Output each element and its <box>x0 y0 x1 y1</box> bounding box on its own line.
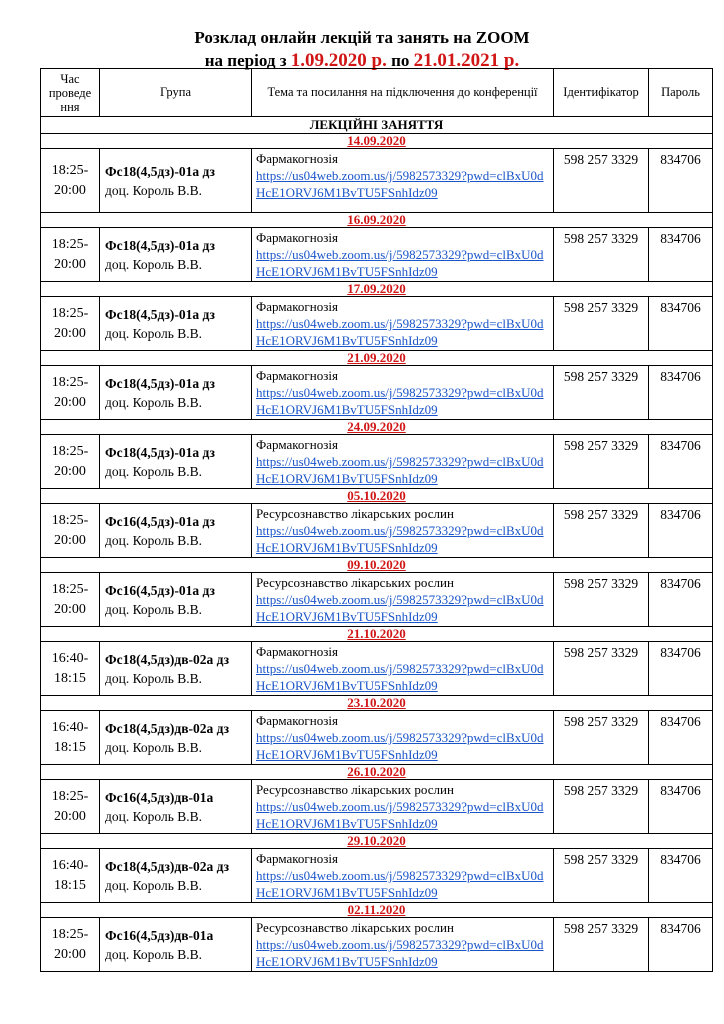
zoom-link[interactable]: https://us04web.zoom.us/j/5982573329?pwd=clBxU0dHcE1ORVJ6M1BvTU5FSnhIdz09 <box>256 868 544 900</box>
period-start-date: 1.09.2020 р. <box>290 50 387 71</box>
time-end: 20:00 <box>54 532 86 548</box>
time-start: 18:25- <box>51 926 89 942</box>
time-cell <box>41 711 100 765</box>
group-code: Фс18(4,5дз)дв-02а дз <box>105 858 230 874</box>
teacher-name: доц. Король В.В. <box>105 394 203 410</box>
password-cell: 834706 <box>649 780 713 834</box>
teacher-name: доц. Король В.В. <box>105 670 203 686</box>
column-header-topic: Тема та посилання на підключення до конференції <box>252 69 554 117</box>
password-cell: 834706 <box>649 366 713 420</box>
time-start: 18:25- <box>51 512 89 528</box>
time-start: 16:40- <box>51 719 89 735</box>
group-cell <box>100 918 252 972</box>
time-start: 18:25- <box>51 374 89 390</box>
password-cell: 834706 <box>649 711 713 765</box>
meeting-id-cell: 598 257 3329 <box>554 849 649 903</box>
column-header-id: Ідентифікатор <box>554 69 649 117</box>
zoom-link[interactable]: https://us04web.zoom.us/j/5982573329?pwd=clBxU0dHcE1ORVJ6M1BvTU5FSnhIdz09 <box>256 454 544 486</box>
topic-cell <box>252 780 554 834</box>
time-end: 18:15 <box>54 877 86 893</box>
time-cell <box>41 573 100 627</box>
password-cell: 834706 <box>649 228 713 282</box>
teacher-name: доц. Король В.В. <box>105 463 203 479</box>
meeting-id-cell: 598 257 3329 <box>554 228 649 282</box>
subject-name: Фармакогнозія <box>256 437 338 452</box>
date-cell: 02.11.2020 <box>41 903 713 918</box>
password-cell: 834706 <box>649 504 713 558</box>
subject-name: Фармакогнозія <box>256 230 338 245</box>
time-cell <box>41 642 100 696</box>
time-cell <box>41 149 100 213</box>
date-cell: 05.10.2020 <box>41 489 713 504</box>
group-cell <box>100 366 252 420</box>
password-cell: 834706 <box>649 573 713 627</box>
date-cell: 26.10.2020 <box>41 765 713 780</box>
teacher-name: доц. Король В.В. <box>105 532 203 548</box>
teacher-name: доц. Король В.В. <box>105 601 203 617</box>
time-cell <box>41 297 100 351</box>
time-end: 18:15 <box>54 739 86 755</box>
group-cell <box>100 573 252 627</box>
group-cell <box>100 780 252 834</box>
time-end: 20:00 <box>54 256 86 272</box>
time-cell <box>41 504 100 558</box>
table-row <box>41 918 713 972</box>
table-row <box>41 573 713 627</box>
time-end: 20:00 <box>54 808 86 824</box>
time-end: 20:00 <box>54 601 86 617</box>
topic-cell <box>252 228 554 282</box>
topic-cell <box>252 504 554 558</box>
table-row <box>41 366 713 420</box>
time-cell <box>41 435 100 489</box>
time-end: 18:15 <box>54 670 86 686</box>
topic-cell <box>252 435 554 489</box>
group-code: Фс18(4,5дз)дв-02а дз <box>105 651 230 667</box>
table-header-row <box>41 69 713 117</box>
date-row <box>41 558 713 573</box>
subject-name: Ресурсознавство лікарських рослин <box>256 782 454 797</box>
subject-name: Фармакогнозія <box>256 151 338 166</box>
time-start: 18:25- <box>51 236 89 252</box>
zoom-link[interactable]: https://us04web.zoom.us/j/5982573329?pwd=clBxU0dHcE1ORVJ6M1BvTU5FSnhIdz09 <box>256 730 544 762</box>
subject-name: Фармакогнозія <box>256 299 338 314</box>
password-cell: 834706 <box>649 435 713 489</box>
date-row <box>41 903 713 918</box>
group-code: Фс16(4,5дз)-01а дз <box>105 513 215 529</box>
table-row <box>41 642 713 696</box>
time-end: 20:00 <box>54 182 86 198</box>
date-cell: 24.09.2020 <box>41 420 713 435</box>
zoom-link[interactable]: https://us04web.zoom.us/j/5982573329?pwd=clBxU0dHcE1ORVJ6M1BvTU5FSnhIdz09 <box>256 592 544 624</box>
teacher-name: доц. Король В.В. <box>105 256 203 272</box>
time-cell <box>41 228 100 282</box>
period-prefix: на період з <box>204 51 291 70</box>
time-end: 20:00 <box>54 463 86 479</box>
meeting-id-cell: 598 257 3329 <box>554 642 649 696</box>
date-row <box>41 489 713 504</box>
password-cell: 834706 <box>649 849 713 903</box>
zoom-link[interactable]: https://us04web.zoom.us/j/5982573329?pwd=clBxU0dHcE1ORVJ6M1BvTU5FSnhIdz09 <box>256 247 544 279</box>
date-row <box>41 765 713 780</box>
topic-cell <box>252 918 554 972</box>
teacher-name: доц. Король В.В. <box>105 808 203 824</box>
group-code: Фс18(4,5дз)-01а дз <box>105 163 215 179</box>
group-code: Фс18(4,5дз)-01а дз <box>105 375 215 391</box>
period-end-date: 21.01.2021 р. <box>413 50 520 71</box>
section-row <box>41 117 713 134</box>
time-cell <box>41 366 100 420</box>
zoom-link[interactable]: https://us04web.zoom.us/j/5982573329?pwd=clBxU0dHcE1ORVJ6M1BvTU5FSnhIdz09 <box>256 661 544 693</box>
table-row <box>41 297 713 351</box>
subject-name: Ресурсознавство лікарських рослин <box>256 506 454 521</box>
time-start: 18:25- <box>51 788 89 804</box>
time-end: 20:00 <box>54 325 86 341</box>
group-cell <box>100 435 252 489</box>
subject-name: Фармакогнозія <box>256 713 338 728</box>
time-end: 20:00 <box>54 394 86 410</box>
meeting-id-cell: 598 257 3329 <box>554 504 649 558</box>
group-code: Фс16(4,5дз)-01а дз <box>105 582 215 598</box>
date-cell: 21.10.2020 <box>41 627 713 642</box>
zoom-link[interactable]: https://us04web.zoom.us/j/5982573329?pwd=clBxU0dHcE1ORVJ6M1BvTU5FSnhIdz09 <box>256 799 544 831</box>
teacher-name: доц. Король В.В. <box>105 325 203 341</box>
date-cell: 23.10.2020 <box>41 696 713 711</box>
table-row <box>41 504 713 558</box>
date-cell: 17.09.2020 <box>41 282 713 297</box>
zoom-link[interactable]: https://us04web.zoom.us/j/5982573329?pwd=clBxU0dHcE1ORVJ6M1BvTU5FSnhIdz09 <box>256 523 544 555</box>
teacher-name: доц. Король В.В. <box>105 182 203 198</box>
time-start: 18:25- <box>51 581 89 597</box>
teacher-name: доц. Король В.В. <box>105 877 203 893</box>
zoom-link[interactable]: https://us04web.zoom.us/j/5982573329?pwd=clBxU0dHcE1ORVJ6M1BvTU5FSnhIdz09 <box>256 385 544 417</box>
topic-cell <box>252 149 554 213</box>
zoom-link[interactable]: https://us04web.zoom.us/j/5982573329?pwd=clBxU0dHcE1ORVJ6M1BvTU5FSnhIdz09 <box>256 316 544 348</box>
meeting-id-cell: 598 257 3329 <box>554 149 649 213</box>
time-cell <box>41 918 100 972</box>
table-row <box>41 149 713 213</box>
meeting-id-cell: 598 257 3329 <box>554 435 649 489</box>
group-cell <box>100 297 252 351</box>
meeting-id-cell: 598 257 3329 <box>554 366 649 420</box>
schedule-table <box>40 68 713 972</box>
teacher-name: доц. Король В.В. <box>105 739 203 755</box>
date-row <box>41 134 713 149</box>
password-cell: 834706 <box>649 149 713 213</box>
group-cell <box>100 149 252 213</box>
period-mid: по <box>386 51 414 70</box>
subject-name: Ресурсознавство лікарських рослин <box>256 920 454 935</box>
date-cell: 09.10.2020 <box>41 558 713 573</box>
date-row <box>41 696 713 711</box>
topic-cell <box>252 573 554 627</box>
topic-cell <box>252 711 554 765</box>
column-header-password: Пароль <box>649 69 713 117</box>
group-cell <box>100 228 252 282</box>
password-cell: 834706 <box>649 918 713 972</box>
date-row <box>41 351 713 366</box>
password-cell: 834706 <box>649 642 713 696</box>
subject-name: Фармакогнозія <box>256 368 338 383</box>
meeting-id-cell: 598 257 3329 <box>554 573 649 627</box>
meeting-id-cell: 598 257 3329 <box>554 918 649 972</box>
date-cell: 16.09.2020 <box>41 213 713 228</box>
date-row <box>41 213 713 228</box>
topic-cell <box>252 366 554 420</box>
subject-name: Фармакогнозія <box>256 851 338 866</box>
column-header-group: Група <box>100 69 252 117</box>
table-row <box>41 228 713 282</box>
topic-cell <box>252 849 554 903</box>
column-header-time: Час проведе ння <box>41 69 100 117</box>
time-start: 16:40- <box>51 857 89 873</box>
meeting-id-cell: 598 257 3329 <box>554 780 649 834</box>
teacher-name: доц. Король В.В. <box>105 946 203 962</box>
topic-cell <box>252 642 554 696</box>
meeting-id-cell: 598 257 3329 <box>554 297 649 351</box>
topic-cell <box>252 297 554 351</box>
time-cell <box>41 849 100 903</box>
section-title: ЛЕКЦІЙНІ ЗАНЯТТЯ <box>41 117 713 134</box>
zoom-link[interactable]: https://us04web.zoom.us/j/5982573329?pwd=clBxU0dHcE1ORVJ6M1BvTU5FSnhIdz09 <box>256 937 544 969</box>
time-start: 18:25- <box>51 443 89 459</box>
date-cell: 29.10.2020 <box>41 834 713 849</box>
subject-name: Ресурсознавство лікарських рослин <box>256 575 454 590</box>
zoom-link[interactable]: https://us04web.zoom.us/j/5982573329?pwd=clBxU0dHcE1ORVJ6M1BvTU5FSnhIdz09 <box>256 168 544 200</box>
group-code: Фс18(4,5дз)-01а дз <box>105 444 215 460</box>
password-cell: 834706 <box>649 297 713 351</box>
group-cell <box>100 711 252 765</box>
group-cell <box>100 642 252 696</box>
table-row <box>41 849 713 903</box>
subject-name: Фармакогнозія <box>256 644 338 659</box>
time-start: 18:25- <box>51 162 89 178</box>
group-code: Фс18(4,5дз)-01а дз <box>105 237 215 253</box>
time-end: 20:00 <box>54 946 86 962</box>
group-cell <box>100 849 252 903</box>
table-row <box>41 435 713 489</box>
table-row <box>41 780 713 834</box>
group-code: Фс18(4,5дз)дв-02а дз <box>105 720 230 736</box>
table-row <box>41 711 713 765</box>
date-row <box>41 834 713 849</box>
date-cell: 14.09.2020 <box>41 134 713 149</box>
date-cell: 21.09.2020 <box>41 351 713 366</box>
time-cell <box>41 780 100 834</box>
date-row <box>41 420 713 435</box>
group-code: Фс16(4,5дз)дв-01а <box>105 789 214 805</box>
document-title: Розклад онлайн лекцій та занять на ZOOM <box>194 28 530 47</box>
date-row <box>41 627 713 642</box>
time-start: 16:40- <box>51 650 89 666</box>
date-row <box>41 282 713 297</box>
time-start: 18:25- <box>51 305 89 321</box>
group-code: Фс16(4,5дз)дв-01а <box>105 927 214 943</box>
group-cell <box>100 504 252 558</box>
group-code: Фс18(4,5дз)-01а дз <box>105 306 215 322</box>
meeting-id-cell: 598 257 3329 <box>554 711 649 765</box>
